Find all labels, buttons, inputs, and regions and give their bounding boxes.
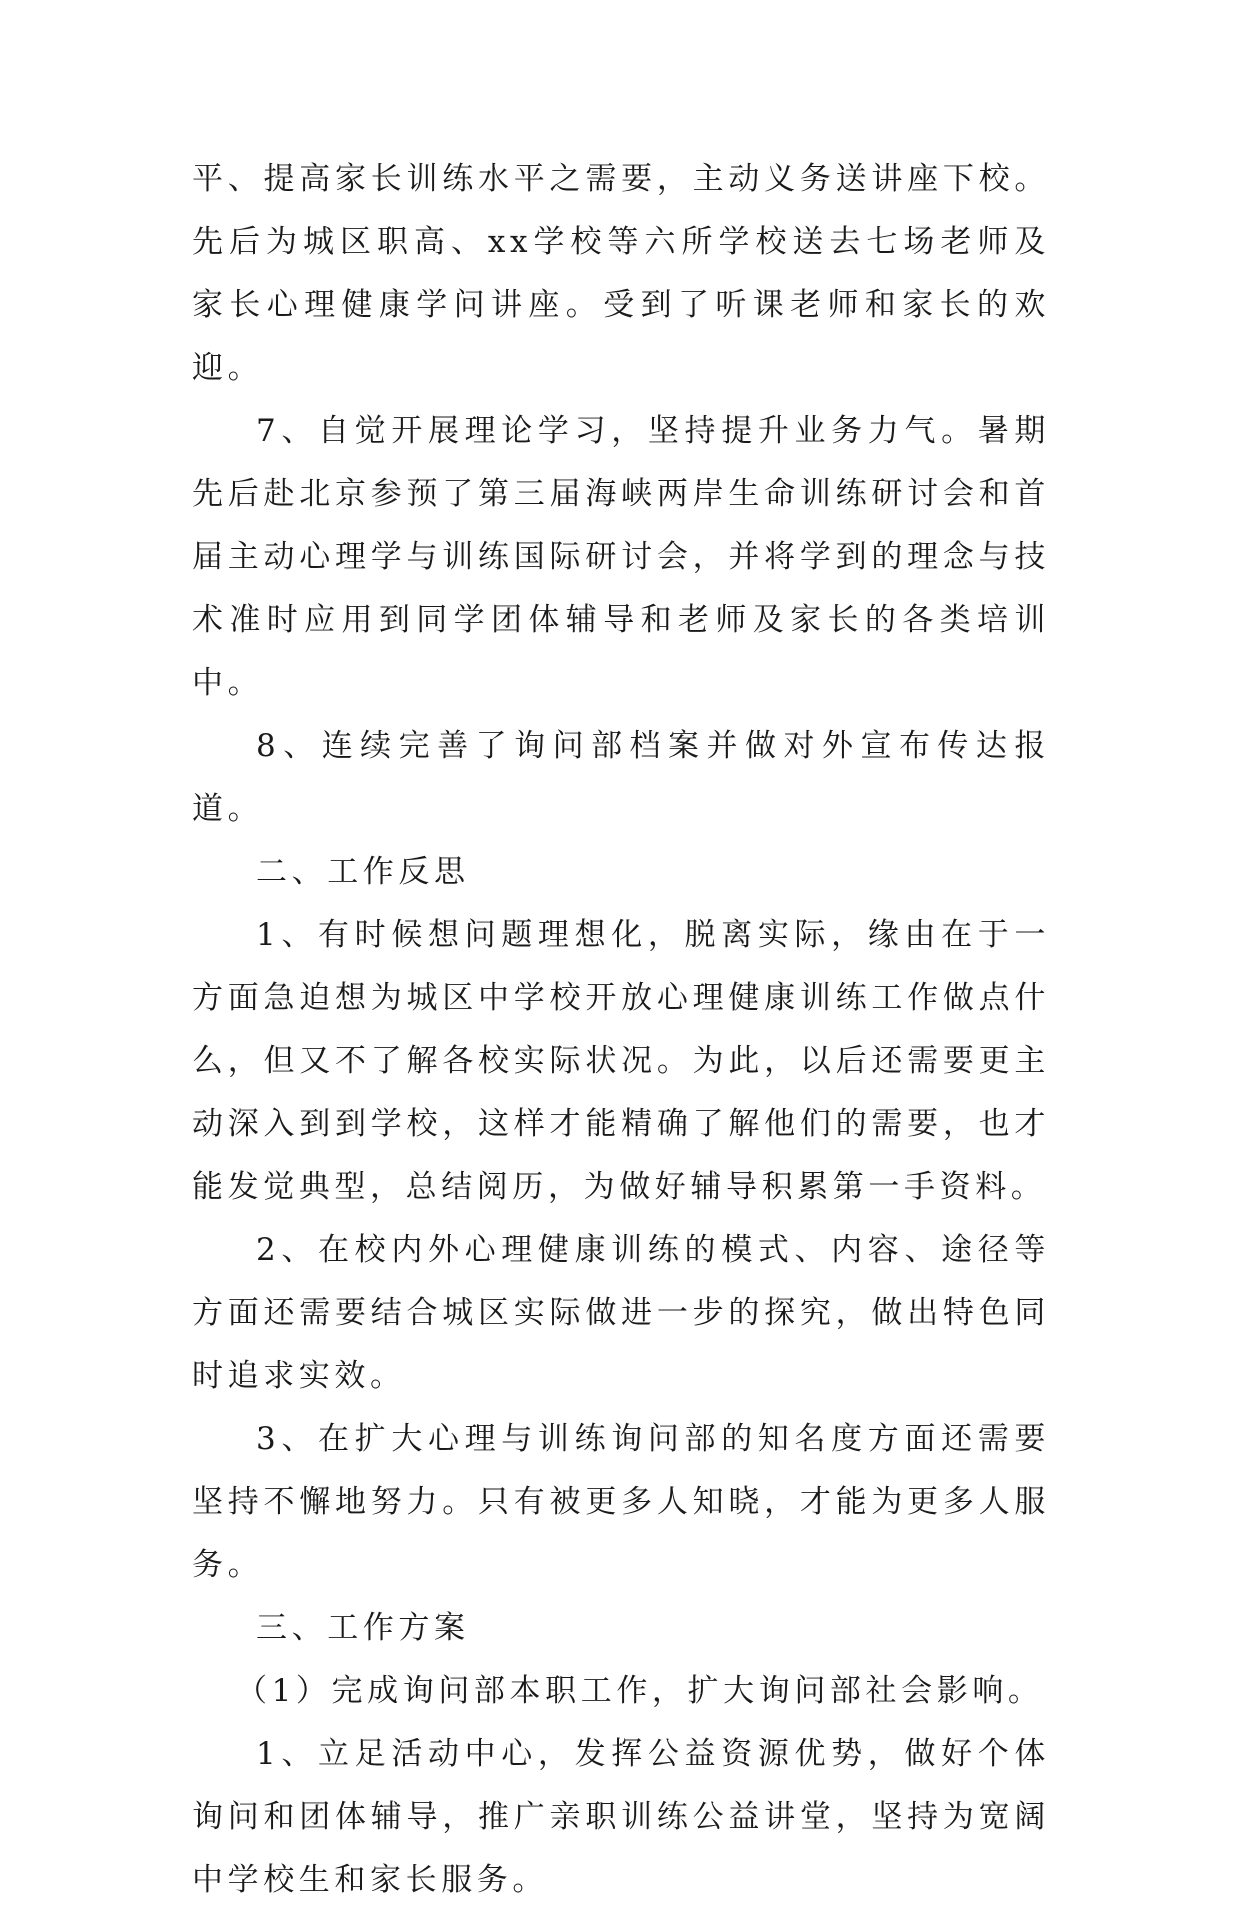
paragraph-continuation: 平、提高家长训练水平之需要，主动义务送讲座下校。先后为城区职高、xx学校等六所学校送去七场老师及家长心理健康学问讲座。受到了听课老师和家长的欢迎。	[192, 161, 1050, 386]
paragraph-plan-item-1: 1、立足活动中心，发挥公益资源优势，做好个体询问和团体辅导，推广亲职训练公益讲堂，坚持为宽阔中学校生和家长服务。	[192, 1736, 1050, 1898]
paragraph-item-7: 7、自觉开展理论学习，坚持提升业务力气。暑期先后赴北京参预了第三届海峡两岸生命训练研讨会和首届主动心理学与训练国际研讨会，并将学到的理念与技术准时应用到同学团体辅导和老师及家长的各类培训中。	[192, 413, 1050, 701]
paragraph-reflection-3: 3、在扩大心理与训练询问部的知名度方面还需要坚持不懈地努力。只有被更多人知晓，才能为更多人服务。	[192, 1421, 1050, 1583]
paragraph-reflection-1: 1、有时候想问题理想化，脱离实际，缘由在于一方面急迫想为城区中学校开放心理健康训练工作做点什么，但又不了解各校实际状况。为此，以后还需要更主动深入到到学校，这样才能精确了解他们的需要，也才能发觉典型，总结阅历，为做好辅导积累第一手资料。	[192, 917, 1050, 1205]
section-heading-work-reflection: 二、工作反思	[256, 854, 470, 890]
paragraph-item-8: 8、连续完善了询问部档案并做对外宣布传达报道。	[192, 728, 1050, 827]
subheading-plan-1: （1）完成询问部本职工作，扩大询问部社会影响。	[236, 1673, 1044, 1709]
document-body	[192, 148, 1050, 1912]
paragraph-reflection-2: 2、在校内外心理健康训练的模式、内容、途径等方面还需要结合城区实际做进一步的探究，做出特色同时追求实效。	[192, 1232, 1050, 1394]
section-heading-work-plan: 三、工作方案	[256, 1610, 470, 1646]
